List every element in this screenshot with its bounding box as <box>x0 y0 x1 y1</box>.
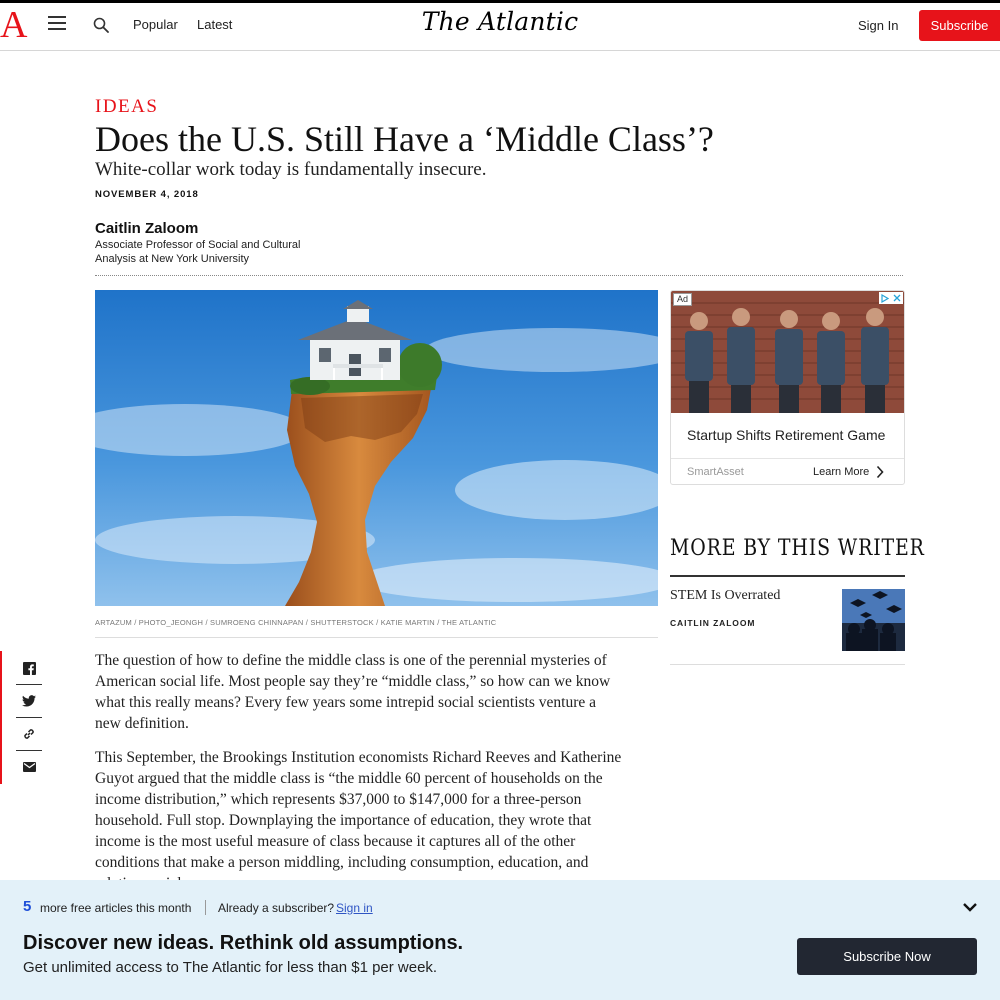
ad-learn-more[interactable]: Learn More <box>813 466 870 478</box>
email-icon <box>23 762 36 772</box>
ad-badge: Ad <box>673 293 692 306</box>
subscribe-button[interactable]: Subscribe <box>919 10 1000 41</box>
free-article-count: 5 <box>23 898 32 915</box>
close-icon[interactable] <box>893 294 901 302</box>
image-credit: ARTAZUM / PHOTO_JEONGH / SUMROENG CHINNAPAN / SHUTTERSTOCK / KATIE MARTIN / THE ATLANTIC <box>95 618 497 627</box>
hero-image <box>95 290 658 606</box>
facebook-icon <box>23 662 36 675</box>
paywall-banner <box>0 880 1000 1000</box>
sponsored-ad[interactable] <box>670 290 905 485</box>
menu-icon[interactable] <box>48 16 66 30</box>
atlantic-logo-icon[interactable]: A <box>0 4 28 46</box>
related-article-title[interactable]: STEM Is Overrated <box>670 588 781 603</box>
site-header <box>0 3 1000 51</box>
more-by-writer-divider <box>670 664 905 665</box>
ad-source: SmartAsset <box>687 466 744 478</box>
paywall-subtext: Get unlimited access to The Atlantic for less than $1 per week. <box>23 959 438 976</box>
chevron-right-icon <box>876 465 884 479</box>
nav-link-latest[interactable]: Latest <box>197 17 233 32</box>
twitter-icon <box>22 695 36 707</box>
section-label[interactable]: IDEAS <box>95 96 159 117</box>
paywall-sign-in-link[interactable]: Sign in <box>336 901 373 915</box>
credit-divider <box>95 637 658 638</box>
author-name[interactable]: Caitlin Zaloom <box>95 220 199 237</box>
copy-link-button[interactable] <box>16 718 42 749</box>
twitter-share-button[interactable] <box>16 685 42 716</box>
header-divider <box>95 275 903 276</box>
ad-divider <box>671 458 905 459</box>
more-by-writer-heading: MORE BY THIS WRITER <box>670 536 925 561</box>
site-wordmark[interactable]: The Atlantic <box>421 7 579 36</box>
chevron-down-icon[interactable] <box>961 900 979 914</box>
article-paragraph: The question of how to define the middle class is one of the perennial mysteries of American social life. Most people say they’re “middle class,” so how can we know what this really means? Every few years some intrepid social scientists venture a new definition. <box>95 652 611 732</box>
related-article-author: CAITLIN ZALOOM <box>670 618 756 628</box>
link-icon <box>22 727 36 741</box>
article-headline: Does the U.S. Still Have a ‘Middle Class’? <box>95 119 714 159</box>
publish-date: NOVEMBER 4, 2018 <box>95 189 199 200</box>
ad-image <box>671 291 905 413</box>
subscribe-now-button[interactable]: Subscribe Now <box>797 938 977 975</box>
ad-title[interactable]: Startup Shifts Retirement Game <box>687 427 886 443</box>
email-share-button[interactable] <box>16 751 42 782</box>
adchoices-icon[interactable] <box>879 292 903 304</box>
nav-link-popular[interactable]: Popular <box>133 17 178 32</box>
paywall-separator <box>205 900 206 915</box>
related-article-thumbnail[interactable] <box>842 589 905 651</box>
author-title: Associate Professor of Social and Cultural Analysis at New York University <box>95 239 301 265</box>
search-icon[interactable] <box>93 17 109 33</box>
article-paragraph: This September, the Brookings Institution economists Richard Reeves and Katherine Guyot argued that the middle class is “the middle 60 percent of households on the income distribution,” which represents $37,000 to $147,000 for a three-person household. Full stop. Downplaying the importance of education, they wrote that income is the most useful measure of class because it captures all of the other conditions that make a person middling, including consumption, education, and <box>95 749 622 871</box>
more-by-writer-rule <box>670 575 905 577</box>
share-rail <box>0 651 42 784</box>
facebook-share-button[interactable] <box>16 653 42 684</box>
free-article-text: more free articles this month <box>40 901 192 915</box>
already-subscriber-text: Already a subscriber? <box>218 901 335 915</box>
sign-in-link[interactable]: Sign In <box>858 18 899 33</box>
article-dek: White-collar work today is fundamentally insecure. <box>95 159 487 180</box>
paywall-headline: Discover new ideas. Rethink old assumptions. <box>23 932 464 954</box>
